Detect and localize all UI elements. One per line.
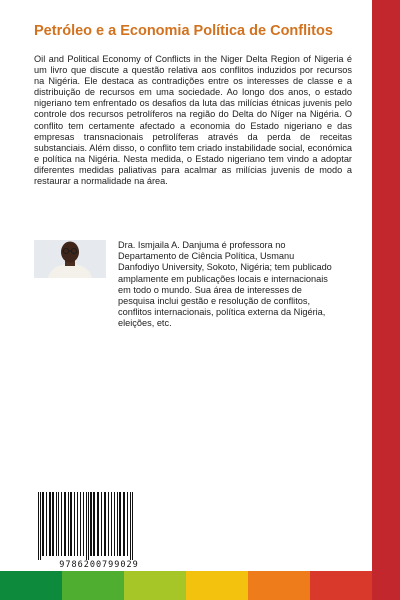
color-strip-segment [0,571,62,600]
barcode-bar [58,492,59,556]
barcode-bar [119,492,121,556]
barcode-bar [64,492,66,556]
barcode-bar [68,492,69,556]
barcode-bar [70,492,72,556]
barcode-bar [86,492,87,562]
barcode-bar [101,492,102,556]
barcode-bar [127,492,128,556]
barcode-bar [83,492,84,556]
author-bio: Dra. Ismjaila A. Danjuma é professora no Departamento de Ciência Política, Usmanu Danfodiyo University, Sokoto, Nigéria; tem publicado amplamente em publicações locais e internacionais em todo o mundo. Sua área de interesses de pesquisa inclui gestão e resolução de conflitos, conflitos internacionais, política externa da Nigéria, eleições, etc. [118,240,332,329]
barcode-bar [40,492,41,562]
isbn-barcode [34,490,164,570]
barcode-bar [61,492,62,556]
barcode-bar [56,492,57,556]
barcode-bar [88,492,89,562]
isbn-number: 9786200799029 [34,560,164,570]
barcode-bar [111,492,112,556]
color-strip-segment [124,571,186,600]
barcode-bar [80,492,81,556]
barcode-bar [132,492,133,562]
barcode-bar [42,492,44,556]
book-blurb: Oil and Political Economy of Conflicts in the Niger Delta Region of Nigeria é um livro que discute a questão relativa aos conflitos induzidos por recursos na Nigéria. Ele destaca as contradições entre os interesses de classe e a distribuição de recursos em uma sociedade. Ao longo dos anos, o estado nigeriano tem enfrentado os desafios da luta das milícias étnicas juvenis pelo controle dos recursos petrolíferos na região do Delta do Níger na Nigéria. O conflito tem certamente afectado a economia do Estado nigeriano e das empresas transnacionais petrolíferas através da perda de receitas substanciais. Além disso, o conflito tem criado instabilidade social, económica e política na Nigéria. Nesta medida, o Estado nigeriano tem vindo a adoptar diferentes medidas paliativas para acalmar as milícias juvenis de modo a restaurar a normalidade na área. [34,54,352,187]
barcode-bar [90,492,92,556]
barcode-bar [49,492,51,556]
book-title: Petróleo e a Economia Política de Conflitos [34,23,333,39]
color-strip-segment [186,571,248,600]
barcode-bar [130,492,131,562]
color-strip-segment [310,571,372,600]
barcode-bar [74,492,75,556]
barcode-bar [77,492,78,556]
barcode-bar [38,492,39,562]
barcode-icon [34,490,164,570]
barcode-bar [104,492,106,556]
barcode-bar [93,492,95,556]
barcode-bar [97,492,99,556]
barcode-bar [114,492,115,556]
color-strip-segment [248,571,310,600]
book-spine [372,0,400,600]
barcode-bar [46,492,47,556]
barcode-bar [117,492,118,556]
color-strip-segment [62,571,124,600]
author-photo [34,240,106,278]
color-strip [0,571,372,600]
barcode-bar [52,492,54,556]
barcode-bar [123,492,125,556]
author-portrait-icon [34,240,106,278]
barcode-bar [108,492,109,556]
